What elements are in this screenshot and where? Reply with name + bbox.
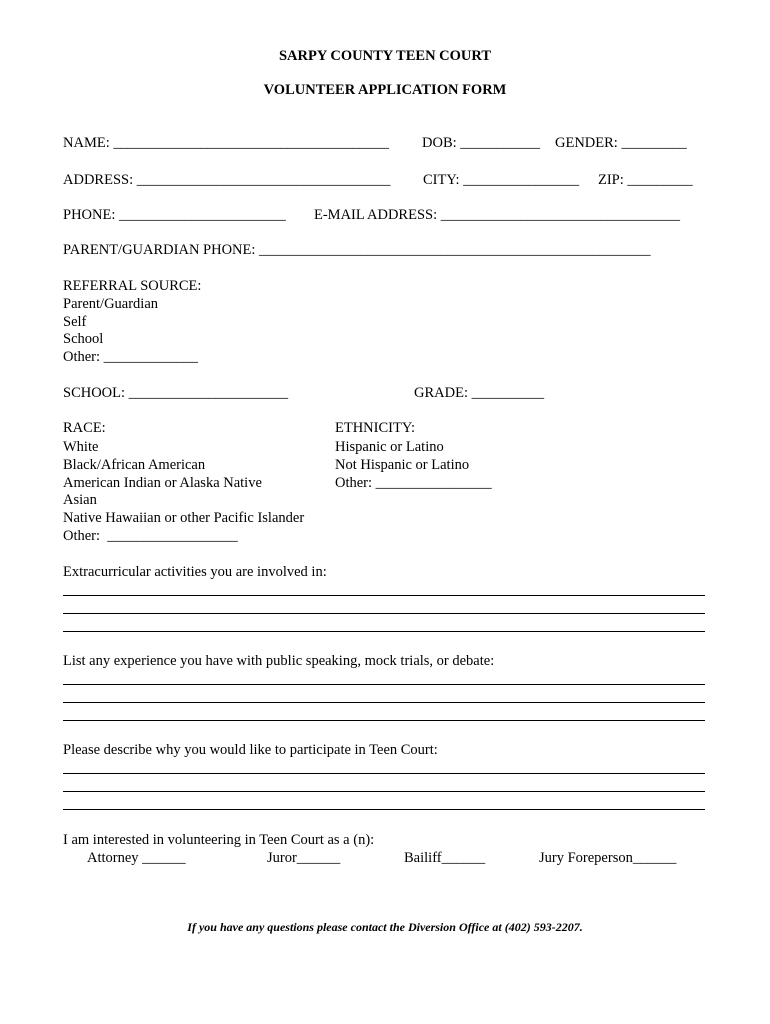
answer-line[interactable] <box>63 595 705 596</box>
answer-line[interactable] <box>63 773 705 774</box>
race-option[interactable]: American Indian or Alaska Native <box>63 475 262 491</box>
role-bailiff[interactable]: Bailiff______ <box>404 850 486 866</box>
gender-field[interactable]: GENDER: _________ <box>555 135 687 151</box>
grade-field[interactable]: GRADE: __________ <box>414 385 545 401</box>
race-option[interactable]: Native Hawaiian or other Pacific Islander <box>63 510 305 526</box>
referral-label: REFERRAL SOURCE: <box>63 278 202 294</box>
answer-line[interactable] <box>63 809 705 810</box>
extracurricular-question: Extracurricular activities you are involved in: <box>63 564 327 580</box>
answer-line[interactable] <box>63 684 705 685</box>
referral-option[interactable]: Other: _____________ <box>63 349 198 365</box>
form-title: SARPY COUNTY TEEN COURT <box>278 48 492 64</box>
race-option[interactable]: Asian <box>63 492 97 508</box>
ethnicity-option[interactable]: Other: ________________ <box>335 475 492 491</box>
school-field[interactable]: SCHOOL: ______________________ <box>63 385 289 401</box>
phone-field[interactable]: PHONE: _______________________ <box>63 207 286 223</box>
city-field[interactable]: CITY: ________________ <box>423 172 580 188</box>
answer-line[interactable] <box>63 702 705 703</box>
parent-phone-field[interactable]: PARENT/GUARDIAN PHONE: ______________________________________________________ <box>63 242 651 258</box>
answer-line[interactable] <box>63 613 705 614</box>
referral-option[interactable]: Self <box>63 314 87 330</box>
referral-option[interactable]: Parent/Guardian <box>63 296 159 312</box>
answer-line[interactable] <box>63 720 705 721</box>
ethnicity-label: ETHNICITY: <box>335 420 416 436</box>
race-label: RACE: <box>63 420 106 436</box>
answer-line[interactable] <box>63 791 705 792</box>
contact-footer: If you have any questions please contact the Diversion Office at (402) 593-2207. <box>187 920 583 934</box>
name-field[interactable]: NAME: ______________________________________ <box>63 135 389 151</box>
email-field[interactable]: E-MAIL ADDRESS: _________________________________ <box>314 207 680 223</box>
answer-line[interactable] <box>63 631 705 632</box>
zip-field[interactable]: ZIP: _________ <box>598 172 693 188</box>
form-subtitle: VOLUNTEER APPLICATION FORM <box>263 82 507 98</box>
role-jury-foreperson[interactable]: Jury Foreperson______ <box>539 850 677 866</box>
race-option[interactable]: Other: __________________ <box>63 528 238 544</box>
role-attorney[interactable]: Attorney ______ <box>87 850 186 866</box>
role-juror[interactable]: Juror______ <box>267 850 341 866</box>
address-field[interactable]: ADDRESS: ___________________________________ <box>63 172 391 188</box>
experience-question: List any experience you have with public speaking, mock trials, or debate: <box>63 653 495 669</box>
dob-field[interactable]: DOB: ___________ <box>422 135 541 151</box>
race-option[interactable]: White <box>63 439 99 455</box>
race-option[interactable]: Black/African American <box>63 457 206 473</box>
ethnicity-option[interactable]: Not Hispanic or Latino <box>335 457 470 473</box>
ethnicity-option[interactable]: Hispanic or Latino <box>335 439 444 455</box>
why-question: Please describe why you would like to participate in Teen Court: <box>63 742 438 758</box>
interest-label: I am interested in volunteering in Teen Court as a (n): <box>63 832 375 848</box>
referral-option[interactable]: School <box>63 331 104 347</box>
